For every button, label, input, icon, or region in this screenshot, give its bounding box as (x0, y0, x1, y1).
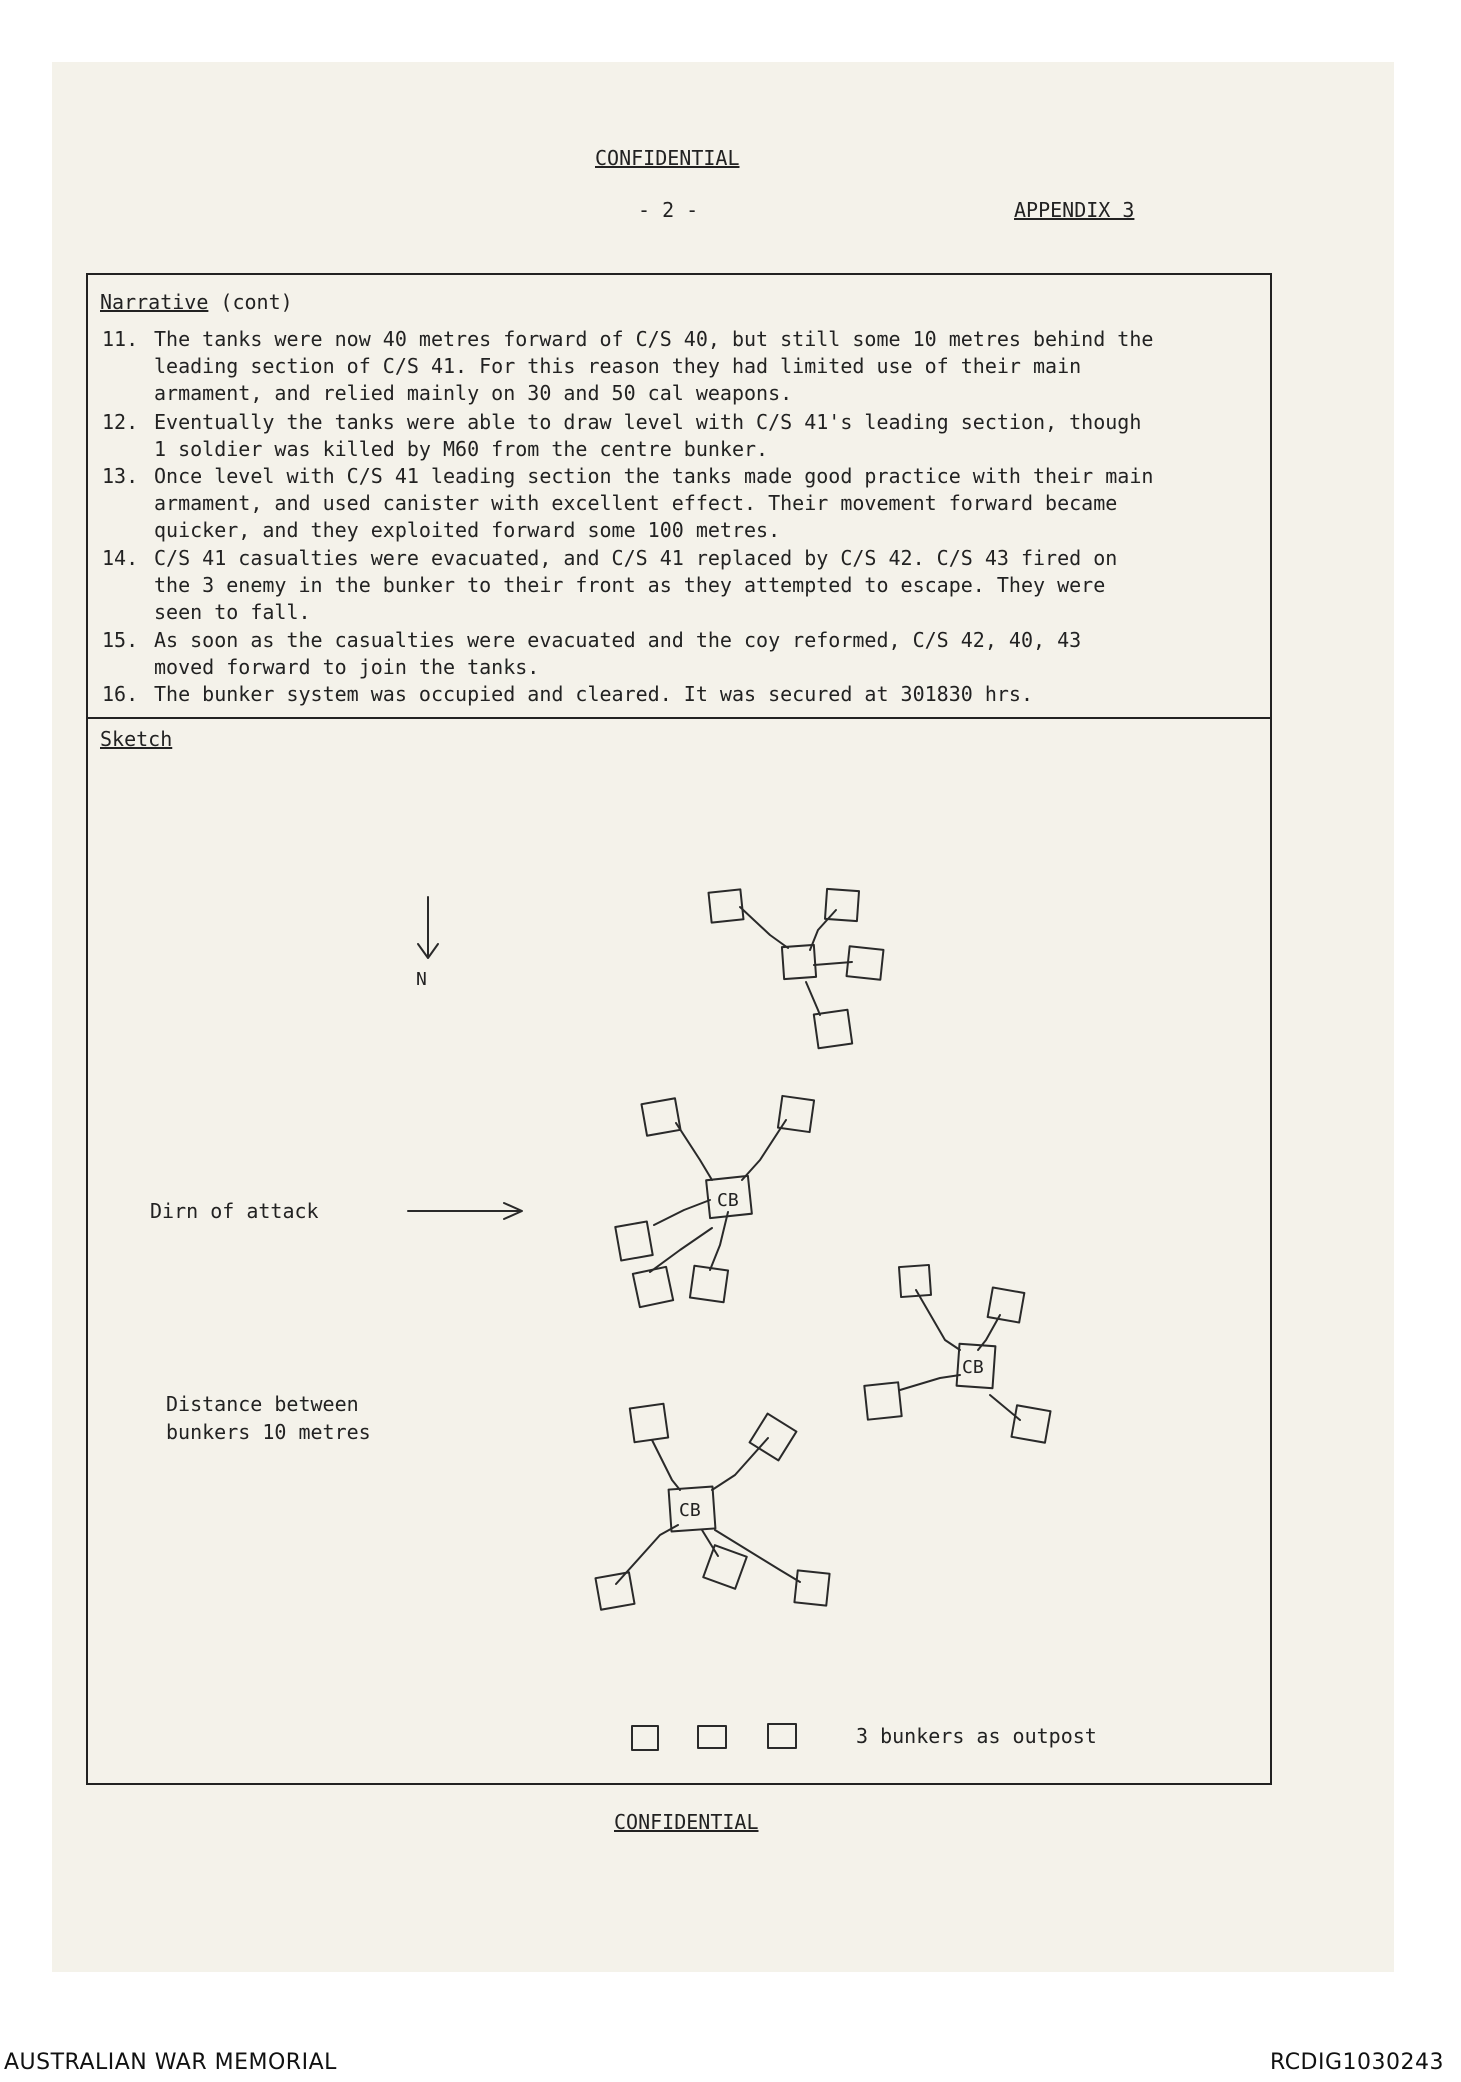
item-number: 14. (102, 546, 139, 570)
cb-label-right: CB (962, 1357, 984, 1378)
classification-header: CONFIDENTIAL (595, 146, 740, 170)
classification-footer: CONFIDENTIAL (614, 1810, 759, 1834)
outpost-bunker (698, 1726, 726, 1748)
bunker (864, 1382, 901, 1419)
link-line (710, 1212, 728, 1270)
item-line: The tanks were now 40 metres forward of C/S 40, but still some 10 metres behind the (154, 327, 1154, 351)
narrative-heading-suffix: (cont) (220, 290, 293, 314)
item-number: 12. (102, 410, 139, 434)
item-line: As soon as the casualties were evacuated and the coy reformed, C/S 42, 40, 43 (154, 628, 1082, 652)
appendix-label: APPENDIX 3 (1014, 198, 1135, 222)
bunker (633, 1267, 673, 1307)
outpost-bunker (632, 1726, 658, 1750)
link-line (654, 1200, 710, 1225)
link-line (715, 1530, 800, 1582)
item-line: armament, and used canister with excellent effect. Their movement forward became (154, 491, 1118, 515)
link-line (650, 1228, 712, 1272)
link-line (742, 1120, 786, 1180)
item-number: 16. (102, 682, 139, 706)
direction-label: Dirn of attack (150, 1199, 319, 1223)
narrative-heading: Narrative (100, 290, 209, 314)
bunker (1011, 1405, 1050, 1442)
link-line (712, 1438, 768, 1490)
archive-name: AUSTRALIAN WAR MEMORIAL (4, 2050, 337, 2075)
bunker (690, 1266, 728, 1302)
sketch-heading: Sketch (100, 727, 173, 751)
north-label: N (416, 969, 427, 990)
item-line: 1 soldier was killed by M60 from the centre bunker. (154, 437, 769, 461)
distance-line-2: bunkers 10 metres (166, 1420, 371, 1444)
north-arrow (418, 897, 438, 958)
item-line: Once level with C/S 41 leading section the tanks made good practice with their main (154, 464, 1154, 488)
link-line (900, 1375, 960, 1390)
archive-id: RCDIG1030243 (1270, 2050, 1445, 2075)
bunker (641, 1098, 680, 1135)
bunker (703, 1545, 747, 1589)
link-line (702, 1530, 718, 1556)
item-number: 15. (102, 628, 139, 652)
item-line: the 3 enemy in the bunker to their front as they attempted to escape. They were (154, 573, 1106, 597)
item-line: moved forward to join the tanks. (154, 655, 540, 679)
outpost-label: 3 bunkers as outpost (856, 1724, 1097, 1748)
cb-label-lower: CB (679, 1500, 701, 1521)
bunker (595, 1572, 634, 1609)
item-line: leading section of C/S 41. For this reason they had limited use of their main (154, 354, 1082, 378)
link-line (814, 962, 852, 965)
link-line (616, 1525, 678, 1584)
bunker (709, 889, 744, 922)
bunker (778, 1096, 814, 1132)
link-line (676, 1123, 712, 1180)
bunker (847, 946, 884, 979)
cb-label-upper: CB (717, 1190, 739, 1211)
item-line: The bunker system was occupied and cleared. It was secured at 301830 hrs. (154, 682, 1033, 706)
bunker (794, 1570, 829, 1605)
bunker (630, 1404, 668, 1442)
bunker (899, 1265, 931, 1297)
link-line (652, 1440, 680, 1490)
item-number: 13. (102, 464, 139, 488)
item-line: seen to fall. (154, 600, 311, 624)
page-number: - 2 - (638, 198, 699, 222)
item-number: 11. (102, 327, 139, 351)
link-line (806, 982, 820, 1015)
bunker (988, 1287, 1025, 1322)
bunker (750, 1414, 797, 1461)
link-line (740, 907, 788, 948)
link-line (916, 1290, 960, 1350)
bunker (615, 1221, 652, 1260)
item-line: C/S 41 casualties were evacuated, and C/S 41 replaced by C/S 42. C/S 43 fired on (154, 546, 1118, 570)
distance-line-1: Distance between (166, 1392, 359, 1416)
item-line: armament, and relied mainly on 30 and 50 cal weapons. (154, 381, 793, 405)
item-line: Eventually the tanks were able to draw level with C/S 41's leading section, though (154, 410, 1142, 434)
item-line: quicker, and they exploited forward some 100 metres. (154, 518, 781, 542)
outpost-bunker (768, 1724, 796, 1748)
attack-arrow (408, 1203, 522, 1219)
